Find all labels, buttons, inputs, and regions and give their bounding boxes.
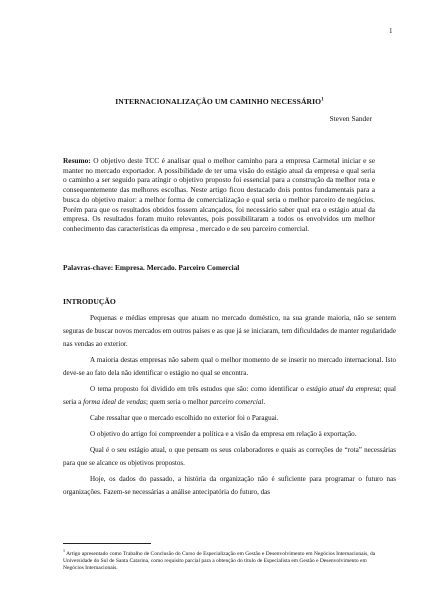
title-footnote-marker: 1: [321, 97, 324, 103]
paper-title: [0, 97, 439, 106]
italic-term: parceiro comercial: [209, 397, 264, 406]
paragraph-text: ; qual seria a: [63, 384, 396, 406]
italic-term: estágio atual da empresa: [306, 384, 380, 393]
paragraph-text: ; quem seria o melhor: [145, 397, 210, 406]
italic-term: forma ideal de vendas: [83, 397, 146, 406]
abstract-text: O objetivo deste TCC é analisar qual o melhor caminho para a empresa Carmetal iniciar e se manter no mercado exportador. A possibilidade de ter uma visão do estágio atual da empresa e qual seria o caminho a ser seguido para atingir o objetivo proposto foi essencial para a construção da melhor rota e consequentemente das melhores escolhas. Neste artigo ficou destacado dois pontos fundamentais para a busca do objetivo maior: a melhor forma de comercialização e qual seria o melhor parceiro de negócios. Porém para que os resultados obtidos fossem alcançados, foi necessário saber qual era o estágio atual da empresa. Os resultados foram muito relevantes, pois possibilitaram a todos os envolvidos um melhor conhecimento das características da empresa , mercado e de seu parceiro comercial.: [63, 156, 375, 233]
footnote-text: Artigo apresentado como Trabalho de Conclusão do Curso de Especialização em Gestão e Desenvolvimento em Negócios Internacionais, da Universidade do Sul de Santa Catarina, como requisito parcial para a obtenção do título de Especialista em Gestão e Desenvolvimento em Negócios Internacionais.: [63, 550, 376, 571]
author-name: Steven Sander: [329, 114, 372, 123]
paragraph: A maioria destas empresas não sabem qual o melhor momento de se inserir no mercado internacional. Isto deve-se ao fato dela não identificar o estágio no qual se encontra.: [63, 355, 396, 377]
page-number: 1: [389, 27, 393, 35]
paragraph: Hoje, os dados do passado, a história da organização não é suficiente para programar o futuro nas organizações. Fazem-se necessárias a análise antecipatória do futuro, das: [63, 475, 396, 496]
paragraph: O objetivo do artigo foi compreender a política e a visão da empresa em relação à exportação.: [90, 430, 357, 438]
title-text: INTERNACIONALIZAÇÃO UM CAMINHO NECESSÁRIO: [115, 97, 322, 106]
footnote: [63, 548, 383, 572]
paragraph: Cabe ressaltar que o mercado escolhido no exterior foi o Paraguai.: [90, 413, 279, 422]
abstract-label: Resumo:: [63, 156, 91, 165]
footnote-rule: [63, 543, 151, 544]
footnote-marker: 1: [63, 548, 65, 553]
body-text: [63, 312, 396, 502]
section-heading: INTRODUÇÃO: [63, 297, 116, 306]
abstract: [63, 156, 375, 234]
paragraph: Pequenas e médias empresas que atuam no mercado doméstico, na sua grande maioria, não se sentem seguras de buscar novos mercados em outros países e as que já se iniciaram, tem dificuldades de manter regularidade nas vendas ao exterior.: [63, 314, 396, 348]
keywords: Palavras-chave: Empresa. Mercado. Parceiro Comercial: [63, 263, 240, 272]
paragraph: [63, 383, 396, 409]
paragraph-text: .: [263, 397, 266, 406]
paragraph-text: O tema proposto foi dividido em três estudos que são: como identificar o: [90, 384, 307, 393]
paragraph: Qual é o seu estágio atual, o que pensam os seus colaboradores e quais as correções de “rota” necessárias para que se alcance os objetivos propostos.: [63, 446, 396, 467]
